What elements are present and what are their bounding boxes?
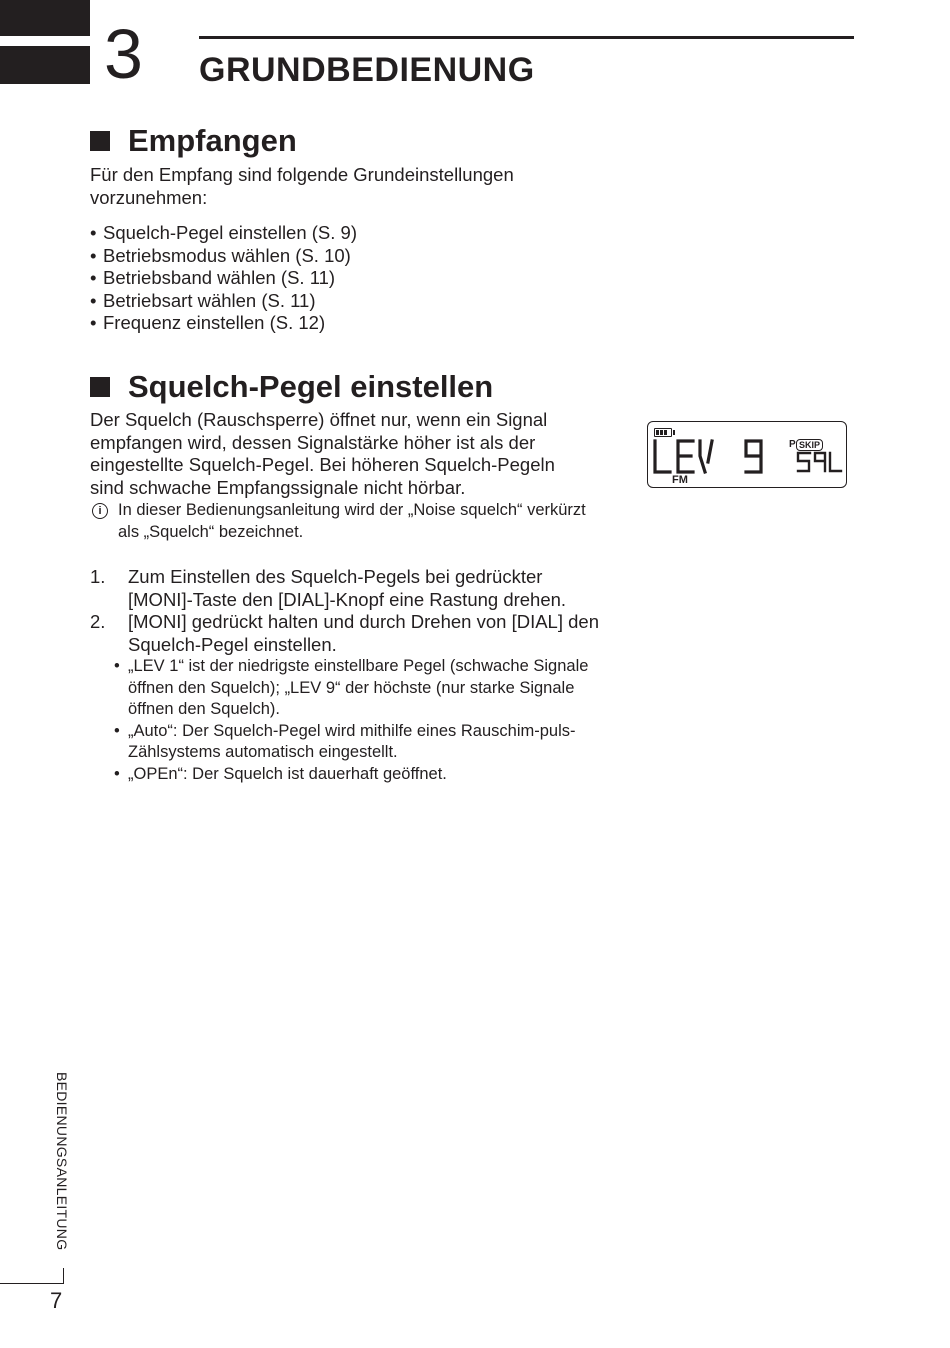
section-body: Der Squelch (Rauschsperre) öffnet nur, wenn ein Signal empfangen wird, dessen Signalstärke höher ist als der eingestellte Squelch-Pegel. Bei höheren Squelch-Pegeln sind schwache Empfangssignale nicht hörbar. (90, 409, 555, 498)
section-square-icon (90, 131, 110, 151)
list-item: • „Auto“: Der Squelch-Pegel wird mithilfe eines Rauschim-puls-Zählsystems automatisch eingestellt. (114, 721, 576, 761)
level-options-list (114, 656, 604, 785)
mode-indicator: FM (672, 474, 688, 486)
section-intro: Für den Empfang sind folgende Grundeinstellungen vorzunehmen: (90, 164, 514, 208)
list-item: • Betriebsart wählen (S. 11) (90, 289, 316, 311)
side-label: BEDIENUNGSANLEITUNG (54, 1072, 70, 1251)
info-icon: i (92, 503, 108, 519)
chapter-tab-upper (0, 0, 90, 36)
section-heading-text: Empfangen (128, 123, 297, 158)
step-list (90, 566, 610, 656)
chapter-number: 3 (104, 15, 143, 93)
footer-rule (0, 1283, 64, 1284)
note-text: In dieser Bedienungsanleitung wird der „Noise squelch“ verkürzt als „Squelch“ bezeichnet. (118, 501, 586, 541)
lcd-display (647, 421, 847, 488)
section-heading-text: Squelch-Pegel einstellen (128, 369, 494, 404)
list-item: • Betriebsband wählen (S. 11) (90, 267, 336, 288)
step-item: 1. Zum Einstellen des Squelch-Pegels bei gedrückter [MONI]-Taste den [DIAL]-Knopf eine Rastung drehen. (90, 566, 567, 610)
chapter-title: GRUNDBEDIENUNG (199, 51, 535, 89)
section-heading-empfangen (90, 123, 297, 159)
chapter-rule (199, 36, 854, 39)
chapter-tab-lower (0, 46, 90, 84)
list-item: • Betriebsmodus wählen (S. 10) (90, 244, 351, 266)
priority-indicator: P (789, 439, 796, 450)
list-item: • „LEV 1“ ist der niedrigste einstellbare Pegel (schwache Signale öffnen den Squelch); „LEV 9“ der höchste (nur starke Signale öffnen den Squelch). (114, 657, 589, 718)
requirements-list (90, 222, 357, 335)
list-item: • Frequenz einstellen (S. 12) (90, 312, 326, 333)
info-note (90, 500, 590, 543)
skip-indicator: SKIP (796, 439, 823, 451)
section-square-icon (90, 377, 110, 397)
section-heading-squelch (90, 369, 493, 405)
page-number: 7 (50, 1288, 63, 1313)
list-item: • „OPEn“: Der Squelch ist dauerhaft geöffnet. (114, 764, 447, 783)
list-item: • Squelch-Pegel einstellen (S. 9) (90, 222, 358, 243)
footer-rule-vertical (63, 1268, 64, 1284)
step-item: 2. [MONI] gedrückt halten und durch Drehen von [DIAL] den Squelch-Pegel einstellen. (90, 611, 599, 655)
